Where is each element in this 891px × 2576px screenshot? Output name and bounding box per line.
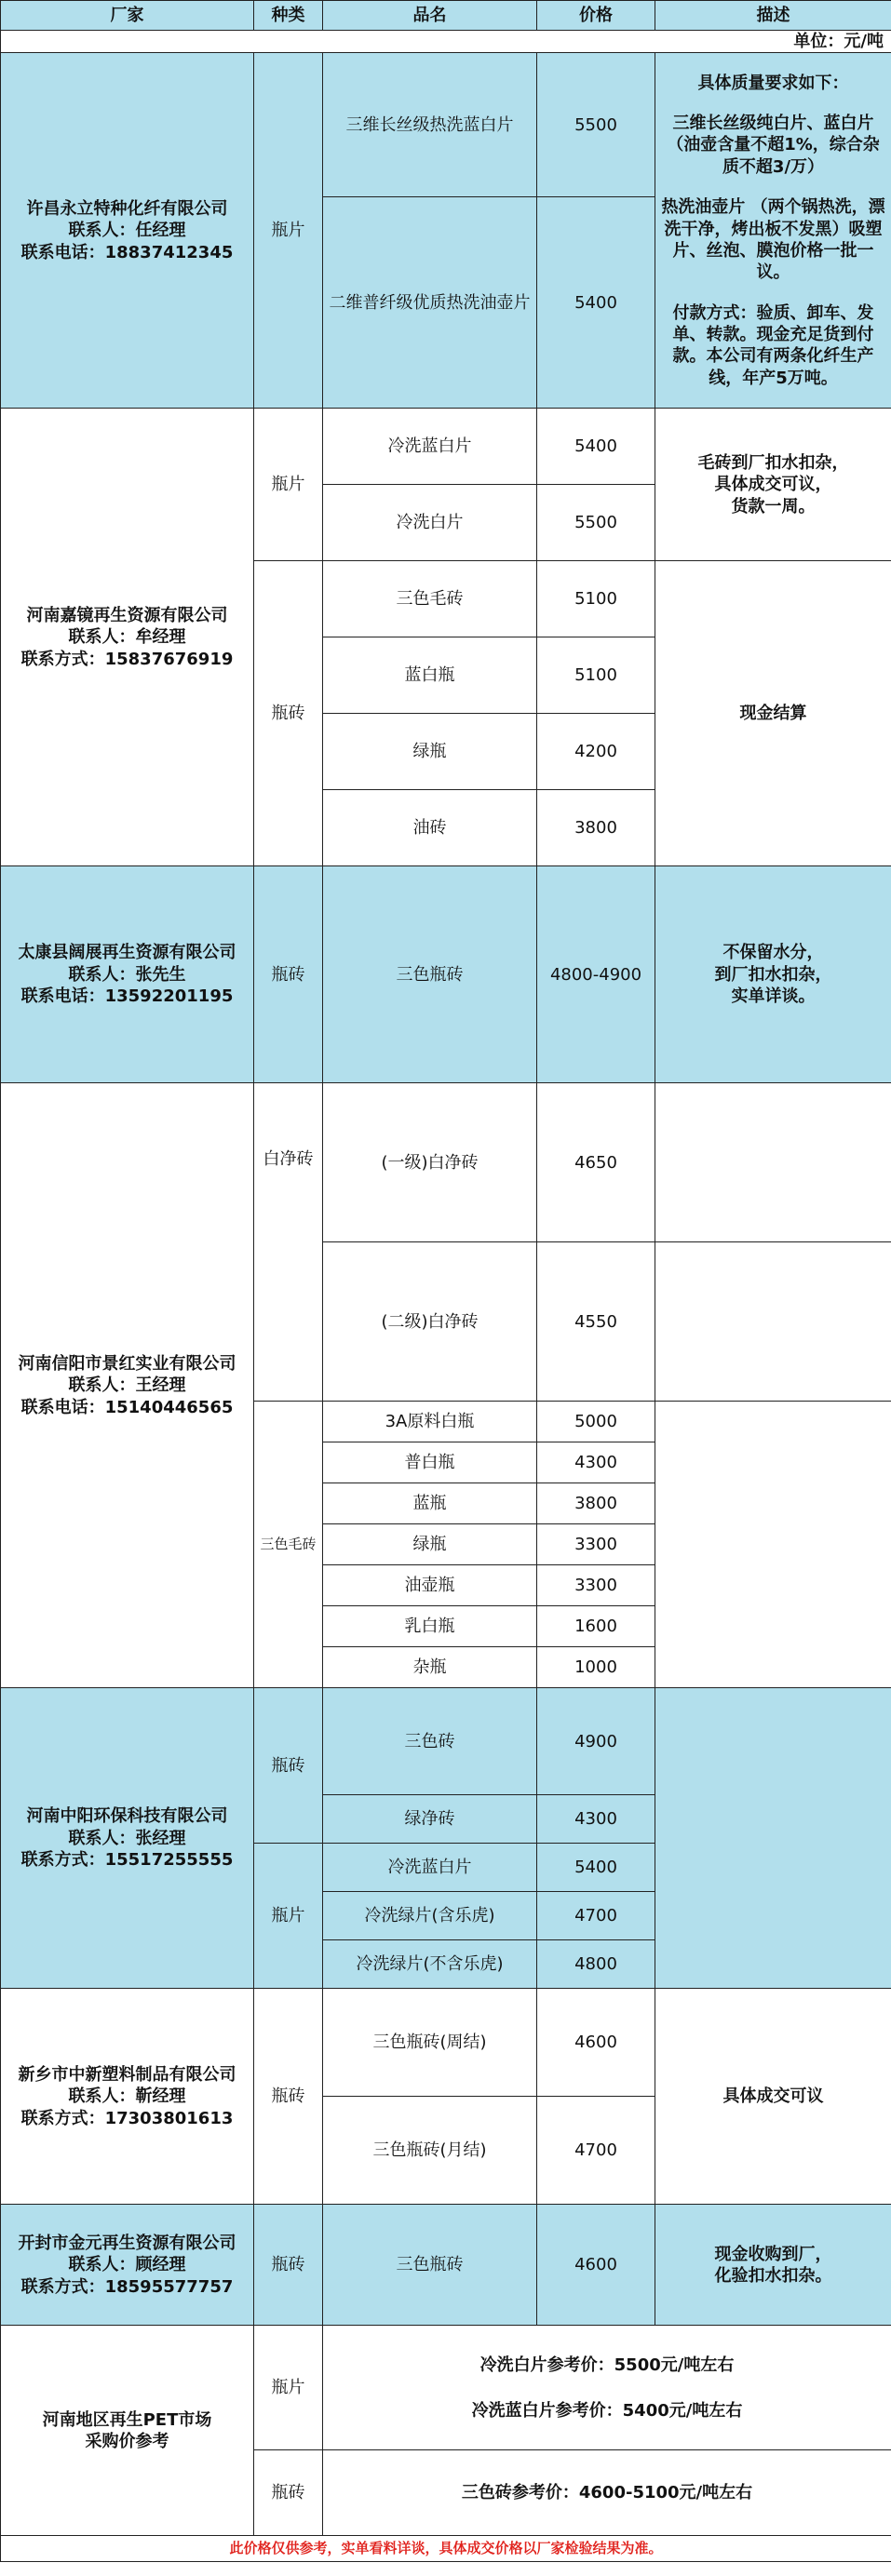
type-cell: 瓶砖 — [254, 561, 323, 866]
desc-line: 现金收购到厂， — [714, 2244, 832, 2264]
price-cell: 4600 — [537, 1989, 655, 2097]
company-name: 新乡市中新塑料制品有限公司 — [18, 2064, 236, 2085]
company-name: 河南嘉镜再生资源有限公司 — [26, 605, 228, 625]
product-cell: 绿瓶 — [323, 1524, 537, 1565]
header-type: 种类 — [254, 1, 323, 31]
product-cell: 冷洗蓝白片 — [323, 409, 537, 485]
price-cell: 4650 — [537, 1083, 655, 1242]
desc-line: 实单详谈。 — [731, 986, 816, 1007]
desc-line: 不保留水分， — [722, 943, 824, 963]
product-cell: 三色毛砖 — [323, 561, 537, 637]
product-cell: 蓝瓶 — [323, 1483, 537, 1524]
reference-line: 冷洗蓝白片参考价：5400元/吨左右 — [471, 2400, 743, 2421]
price-cell: 4300 — [537, 1795, 655, 1844]
product-cell: 冷洗绿片(不含乐虎) — [323, 1940, 537, 1989]
company-phone: 联系方式：15837676919 — [20, 649, 234, 669]
price-cell: 4800-4900 — [537, 866, 655, 1083]
price-cell: 4300 — [537, 1442, 655, 1483]
company-phone: 联系电话：13592201195 — [20, 986, 234, 1007]
company-contact: 联系人：张先生 — [68, 964, 186, 985]
price-cell: 5000 — [537, 1402, 655, 1442]
type-cell: 瓶片 — [254, 409, 323, 561]
company-cell — [1, 1989, 254, 2205]
desc-line: 毛砖到厂扣水扣杂， — [697, 452, 849, 473]
desc-line: 三维长丝级纯白片、蓝白片（油壶含量不超1%，综合杂质不超3/万） — [667, 113, 880, 177]
product-cell: 绿净砖 — [323, 1795, 537, 1844]
type-cell: 瓶砖 — [254, 2205, 323, 2326]
product-cell: 冷洗白片 — [323, 485, 537, 561]
company-name: 河南地区再生PET市场 — [42, 2409, 212, 2430]
price-cell: 4600 — [537, 2205, 655, 2326]
type-cell: 瓶砖 — [254, 2450, 323, 2536]
product-cell: 乳白瓶 — [323, 1606, 537, 1647]
price-cell: 4700 — [537, 2097, 655, 2205]
product-cell: 三色瓶砖 — [323, 2205, 537, 2326]
price-cell: 1000 — [537, 1647, 655, 1688]
product-cell: 二维普纤级优质热洗油壶片 — [323, 197, 537, 409]
reference-line: 冷洗白片参考价：5500元/吨左右 — [479, 2355, 735, 2375]
desc-cell: 具体成交可议 — [655, 1989, 891, 2205]
desc-cell-empty — [655, 1688, 891, 1989]
company-cell — [1, 409, 254, 866]
company-phone: 联系方式：18595577757 — [20, 2276, 234, 2297]
price-cell: 5500 — [537, 53, 655, 197]
price-cell: 4800 — [537, 1940, 655, 1989]
product-cell: 三色瓶砖(月结) — [323, 2097, 537, 2205]
type-cell: 瓶砖 — [254, 866, 323, 1083]
company-subtitle: 采购价参考 — [85, 2431, 169, 2451]
product-cell: 冷洗蓝白片 — [323, 1844, 537, 1892]
price-cell: 5500 — [537, 485, 655, 561]
company-cell — [1, 2326, 254, 2536]
price-cell: 4900 — [537, 1688, 655, 1795]
company-cell — [1, 2205, 254, 2326]
product-cell: (二级)白净砖 — [323, 1242, 537, 1402]
price-cell: 4700 — [537, 1892, 655, 1940]
desc-line: 具体质量要求如下： — [697, 73, 849, 93]
company-phone: 联系方式：15517255555 — [20, 1850, 234, 1871]
desc-cell-empty — [655, 1402, 891, 1688]
company-contact: 联系人：王经理 — [68, 1375, 186, 1396]
type-cell: 瓶片 — [254, 2326, 323, 2450]
type-cell: 瓶片 — [254, 1844, 323, 1989]
product-cell: 蓝白瓶 — [323, 637, 537, 714]
type-cell: 三色毛砖 — [254, 1402, 323, 1688]
company-name: 开封市金元再生资源有限公司 — [18, 2233, 236, 2253]
price-cell: 5400 — [537, 197, 655, 409]
company-cell — [1, 1083, 254, 1688]
product-cell: 3A原料白瓶 — [323, 1402, 537, 1442]
price-cell: 5100 — [537, 561, 655, 637]
type-cell: 白净砖 — [254, 1083, 323, 1402]
product-cell: 冷洗绿片(含乐虎) — [323, 1892, 537, 1940]
desc-line: 热洗油壶片 （两个锅热洗，漂洗干净，烤出板不发黑）吸塑片、丝泡、膜泡价格一批一议。 — [661, 197, 885, 283]
product-cell: 三色瓶砖(周结) — [323, 1989, 537, 2097]
product-cell: (一级)白净砖 — [323, 1083, 537, 1242]
product-cell: 油砖 — [323, 790, 537, 866]
company-name: 河南信阳市景红实业有限公司 — [18, 1353, 236, 1374]
company-cell — [1, 866, 254, 1083]
desc-line: 货款一周。 — [731, 496, 816, 517]
company-contact: 联系人：靳经理 — [68, 2086, 186, 2107]
product-cell: 普白瓶 — [323, 1442, 537, 1483]
desc-line: 化验扣水扣杂。 — [714, 2265, 832, 2286]
company-contact: 联系人：顾经理 — [68, 2255, 186, 2275]
header-factory: 厂家 — [1, 1, 254, 31]
company-contact: 联系人：牟经理 — [68, 627, 186, 648]
company-contact: 联系人：任经理 — [68, 221, 186, 241]
company-name: 许昌永立特种化纤有限公司 — [26, 198, 228, 219]
desc-line: 具体成交可议， — [714, 475, 832, 495]
product-cell: 杂瓶 — [323, 1647, 537, 1688]
company-cell — [1, 1688, 254, 1989]
desc-cell-empty — [655, 1083, 891, 1242]
company-contact: 联系人：张经理 — [68, 1828, 186, 1848]
product-cell: 绿瓶 — [323, 714, 537, 790]
desc-cell — [655, 2205, 891, 2326]
desc-line: 到厂扣水扣杂， — [714, 964, 832, 985]
type-cell: 瓶砖 — [254, 1989, 323, 2205]
unit-label: 单位：元/吨 — [1, 31, 891, 53]
header-product: 品名 — [323, 1, 537, 31]
product-cell: 三维长丝级热洗蓝白片 — [323, 53, 537, 197]
price-cell: 5100 — [537, 637, 655, 714]
desc-cell: 现金结算 — [655, 561, 891, 866]
product-cell: 三色瓶砖 — [323, 866, 537, 1083]
desc-cell-empty — [655, 1242, 891, 1402]
company-phone: 联系方式：17303801613 — [20, 2108, 234, 2128]
type-cell: 瓶砖 — [254, 1688, 323, 1844]
price-cell: 4550 — [537, 1242, 655, 1402]
reference-price-cell: 三色砖参考价：4600-5100元/吨左右 — [323, 2450, 891, 2536]
price-cell: 3300 — [537, 1524, 655, 1565]
desc-cell — [655, 409, 891, 561]
desc-line: 付款方式：验质、卸车、发单、转款。现金充足货到付款。本公司有两条化纤生产线，年产5万吨。 — [672, 302, 874, 388]
header-price: 价格 — [537, 1, 655, 31]
price-cell: 1600 — [537, 1606, 655, 1647]
price-cell: 5400 — [537, 409, 655, 485]
price-cell: 3800 — [537, 1483, 655, 1524]
company-cell — [1, 53, 254, 409]
header-desc: 描述 — [655, 1, 891, 31]
reference-price-cell — [323, 2326, 891, 2450]
price-cell: 3300 — [537, 1565, 655, 1606]
price-cell: 4200 — [537, 714, 655, 790]
company-name: 河南中阳环保科技有限公司 — [26, 1806, 228, 1827]
company-phone: 联系电话：18837412345 — [20, 242, 234, 262]
product-cell: 三色砖 — [323, 1688, 537, 1795]
price-cell: 5400 — [537, 1844, 655, 1892]
footer-disclaimer: 此价格仅供参考，实单看料详谈，具体成交价格以厂家检验结果为准。 — [1, 2536, 891, 2562]
product-cell: 油壶瓶 — [323, 1565, 537, 1606]
desc-cell — [655, 53, 891, 409]
desc-cell — [655, 866, 891, 1083]
company-name: 太康县阔展再生资源有限公司 — [18, 943, 236, 963]
company-phone: 联系电话：15140446565 — [20, 1397, 234, 1417]
type-cell: 瓶片 — [254, 53, 323, 409]
price-cell: 3800 — [537, 790, 655, 866]
